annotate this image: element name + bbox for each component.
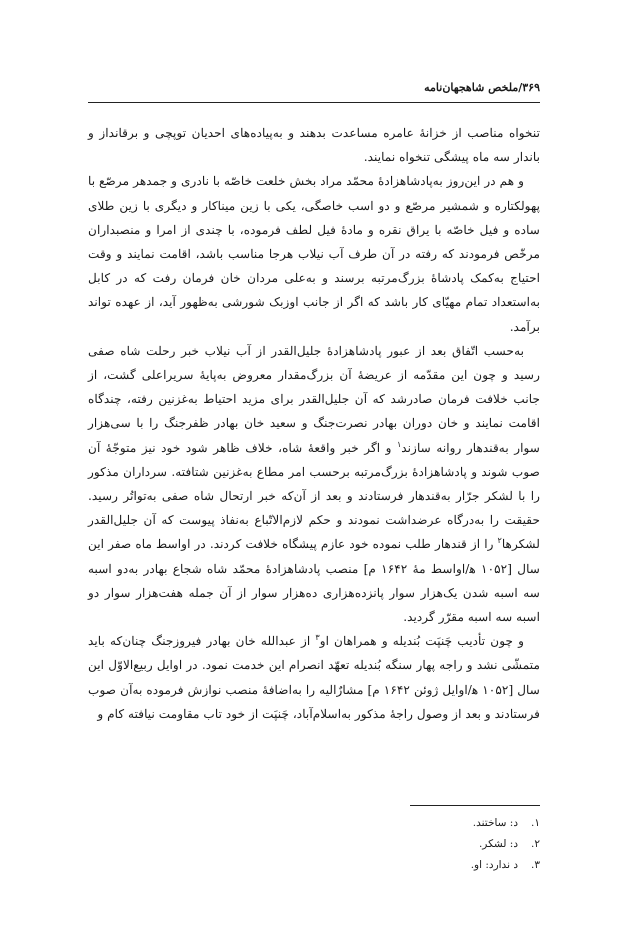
running-title: ۳۶۹/ملخص شاهجهان‌نامه xyxy=(424,81,540,94)
footnote-item xyxy=(88,834,540,855)
header-rule xyxy=(88,102,540,103)
footnote-text: د ندارد: او. xyxy=(470,859,518,871)
footnote-number: ۲. xyxy=(531,838,540,850)
footnote-number: ۱. xyxy=(531,817,540,829)
paragraph-1: تنخواه مناصب از خزانهٔ عامره مساعدت بدهند و به‌پیاده‌های احدیان توپچی و برقانداز و باندار سه ماه پیشگی تنخواه نمایند. xyxy=(88,126,540,165)
footnote-text: د: ساختند. xyxy=(472,817,518,829)
footnote-ref-1: ۱ xyxy=(396,439,402,449)
paragraph-3-part-b: و اگر خبر واقعهٔ شاه، خلاف ظاهر شود خود نیز متوجّهٔ آن صوب شوند و پادشاهزادهٔ بزرگ‌مرتبه برحسب امر مطاع به‌غزنین شتافته. سرداران مذکور را با لشکر جرّار به‌قندهار فرستادند و بعد از آن‌که خبر ارتحال شاه صفی به‌تواتُر رسید. حقیقت را به‌درگاه عرضداشت نمودند و حکم لازم‌الاتّباع به‌نفاذ پیوست که آن جلیل‌القدر لشکرها xyxy=(88,440,540,552)
footnote-number: ۳. xyxy=(531,859,540,871)
paragraph-3-part-a: به‌حسب اتّفاق بعد از عبور پادشاهزادهٔ جلیل‌القدر از آب نیلاب خبر رحلت شاه صفی رسید و چون این مقدّمه از عریضهٔ آن بزرگ‌مقدار معروض به‌پایهٔ سریراعلی گشت، از جانب خلافت فرمان صادرشد که آن جلیل‌القدر برای مزید احتیاط به‌غزنین رفته، چندگاه اقامت نمایند و خان دوران بهادر نصرت‌جنگ و سعید خان بهادر ظفرجنگ را با سی‌هزار سوار به‌قندهار روانه سازند xyxy=(88,343,540,455)
paragraph-4 xyxy=(88,629,540,726)
footnote-ref-2: ۲ xyxy=(497,536,502,546)
footnote-rule xyxy=(410,805,540,806)
paragraph-2: و هم در این‌روز به‌پادشاهزادهٔ محمّد مراد بخش خلعت خاصّه با نادری و جمدهر مرصّع با پهولکتاره و شمشیر مرصّع و دو اسب خاصگی، یکی با زین میناکار و دیگری با زین طلای ساده و فیل خاصّه با یراق نقره و مادهٔ فیل لطف فرموده، با چندی از امرا و منصبداران مرخّص فرمودند که رفته در آن طرف آب نیلاب هرجا مناسب باشد، اقامت نمایند و وقت احتیاج به‌کمک پادشاهٔ بزرگ‌مرتبه برسند و به‌علی مردان خان فرمان رفت که در کابل به‌استعداد تمام مهیّای کار باشد که اگر از جانب اوزبک شورشی به‌ظهور آید، از عهده تواند برآمد. xyxy=(88,174,540,334)
footnote-item xyxy=(88,855,540,876)
paragraph-4-part-a: و چون تأدیب چَنپَت بُندیله و همراهان او xyxy=(319,634,524,649)
footnote-text: د: لشکر. xyxy=(478,838,518,850)
footnote-item xyxy=(88,813,540,834)
footnote-ref-3: ۳ xyxy=(315,633,320,643)
paragraph-3 xyxy=(88,339,540,629)
main-text xyxy=(88,121,540,726)
footnotes xyxy=(88,813,540,876)
paragraph-4-part-b: از عبدالله خان بهادر فیروزجنگ چنان‌که باید متمشّی نشد و راجه پهار سنگه بُندیله تعهّد انصرام این خدمت نمود. در اوایل ربیع‌الاوّل این سال [۱۰۵۲ ه‍/اوایل ژوئن ۱۶۴۲ م] مشارٌالیه را به‌اضافهٔ منصب نوازش فرموده به‌آن صوب فرستادند و بعد از وصول راجهٔ مذکور به‌اسلام‌آباد، چَنپَت از خود تاب مقاومت نیافته کام و xyxy=(88,634,540,721)
paragraph-3-part-c: را از قندهار طلب نموده خود عازم پیشگاه خلافت کردند. در اواسط ماه صفر این سال [۱۰۵۲ ه‍/اواسط مهٔ ۱۶۴۲ م] منصب پادشاهزادهٔ محمّد شاه شجاع بهادر به‌دو اسبه سه اسبه شدن یک‌هزار سوار پانزده‌هزاری ده‌هزار سوار از آن جمله هفت‌هزار سوار دو اسبه سه اسبه مقرّر گردید. xyxy=(88,537,540,625)
